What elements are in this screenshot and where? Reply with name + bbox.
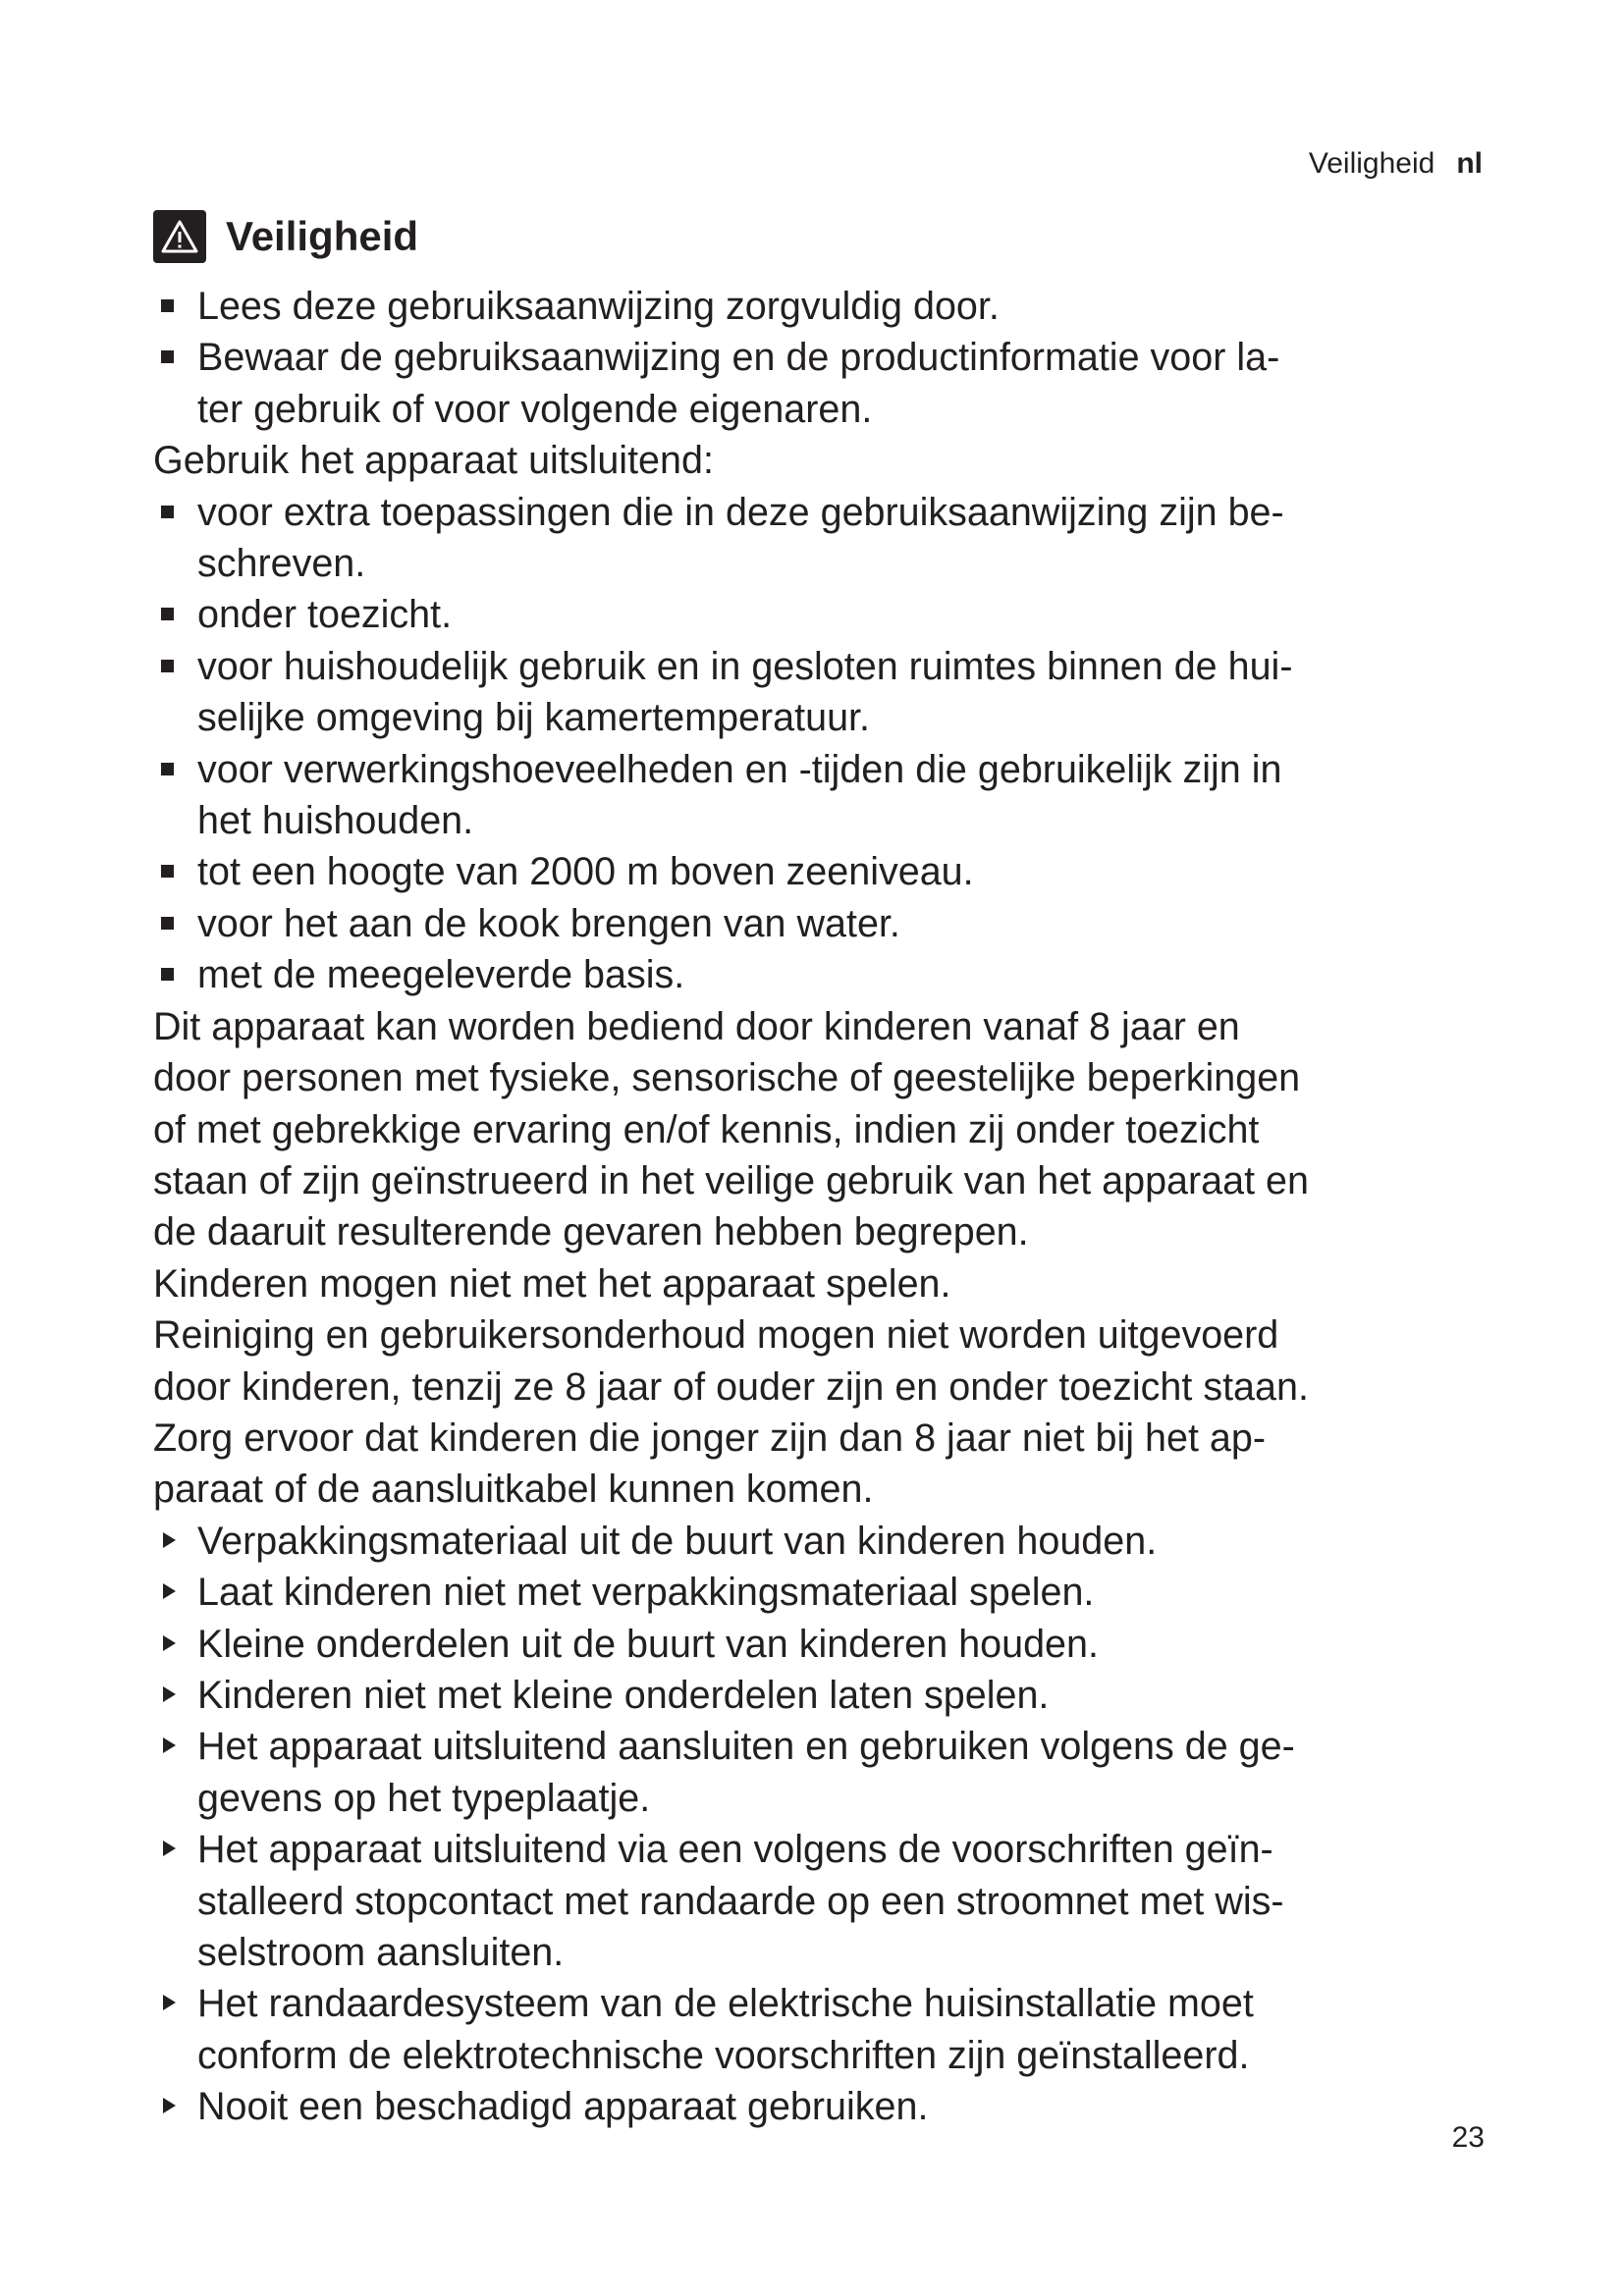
page-number: 23 bbox=[1451, 2121, 1485, 2154]
list-item-text: voor verwerkingshoeveelheden en -tijden die gebruikelijk zijn in het huishouden. bbox=[197, 747, 1282, 843]
list-item bbox=[153, 949, 1518, 1000]
usage-list bbox=[153, 487, 1518, 1001]
running-header bbox=[1309, 147, 1483, 181]
square-bullet-icon bbox=[161, 763, 174, 775]
square-bullet-icon bbox=[161, 506, 174, 518]
list-item-text: met de meegeleverde basis. bbox=[197, 953, 685, 997]
square-bullet-icon bbox=[161, 968, 174, 981]
list-item-text: Het apparaat uitsluitend via een volgens de voorschriften geïn- stalleerd stopcontact met randaarde op een stroomnet met wis- selstroom aansluiten. bbox=[197, 1828, 1284, 1974]
arrow-bullet-icon bbox=[163, 1737, 176, 1753]
list-item-text: Bewaar de gebruiksaanwijzing en de productinformatie voor la- ter gebruik of voor volgende eigenaren. bbox=[197, 336, 1280, 431]
list-item-text: Laat kinderen niet met verpakkingsmateriaal spelen. bbox=[197, 1571, 1095, 1615]
intro-list bbox=[153, 281, 1518, 435]
list-item bbox=[153, 1516, 1518, 1567]
instruction-list bbox=[153, 1516, 1518, 2133]
list-item bbox=[153, 487, 1518, 590]
list-item bbox=[153, 1978, 1518, 2081]
list-item-text: Kleine onderdelen uit de buurt van kinderen houden. bbox=[197, 1622, 1099, 1666]
page-title: Veiligheid bbox=[226, 212, 419, 259]
list-item bbox=[153, 846, 1518, 897]
list-item-text: Kinderen niet met kleine onderdelen laten spelen. bbox=[197, 1673, 1050, 1717]
header-language: nl bbox=[1456, 147, 1483, 180]
square-bullet-icon bbox=[161, 917, 174, 930]
warning-triangle-icon bbox=[153, 210, 206, 263]
list-item-text: Verpakkingsmateriaal uit de buurt van kinderen houden. bbox=[197, 1519, 1158, 1563]
list-item bbox=[153, 589, 1518, 640]
arrow-bullet-icon bbox=[163, 1841, 176, 1856]
arrow-bullet-icon bbox=[163, 1583, 176, 1599]
list-item bbox=[153, 1824, 1518, 1978]
list-item-text: tot een hoogte van 2000 m boven zeeniveau. bbox=[197, 850, 974, 894]
list-item-text: Het apparaat uitsluitend aansluiten en gebruiken volgens de ge- gevens op het typeplaatje. bbox=[197, 1725, 1295, 1820]
arrow-bullet-icon bbox=[163, 1995, 176, 2010]
list-item bbox=[153, 1721, 1518, 1824]
list-item bbox=[153, 2081, 1518, 2132]
list-item-text: voor het aan de kook brengen van water. bbox=[197, 901, 900, 945]
list-item-text: Nooit een beschadigd apparaat gebruiken. bbox=[197, 2085, 929, 2129]
arrow-bullet-icon bbox=[163, 2098, 176, 2113]
list-item-text: Het randaardesysteem van de elektrische huisinstallatie moet conform de elektrotechnische voorschriften zijn geïnstalleerd. bbox=[197, 1982, 1254, 2077]
paragraph: Dit apparaat kan worden bediend door kinderen vanaf 8 jaar en door personen met fysieke, sensorische of geestelijke beperkingen of met gebrekkige ervaring en/of kennis, indien zij onder toezicht staan of zijn geïnstrueerd in het veilige gebruik van het apparaat en de daaruit resulterende gevaren hebben begrepen. bbox=[153, 1004, 1309, 1255]
arrow-bullet-icon bbox=[163, 1532, 176, 1548]
header-section: Veiligheid bbox=[1308, 147, 1435, 180]
paragraph: Kinderen mogen niet met het apparaat spelen. bbox=[153, 1261, 951, 1306]
list-item-text: Lees deze gebruiksaanwijzing zorgvuldig door. bbox=[197, 285, 1000, 328]
page-content bbox=[153, 206, 1518, 2133]
list-item bbox=[153, 898, 1518, 949]
list-item-text: onder toezicht. bbox=[197, 593, 453, 637]
square-bullet-icon bbox=[161, 865, 174, 878]
list-item-text: voor extra toepassingen die in deze gebruiksaanwijzing zijn be- schreven. bbox=[197, 490, 1284, 586]
square-bullet-icon bbox=[161, 608, 174, 620]
square-bullet-icon bbox=[161, 299, 174, 312]
list-item bbox=[153, 641, 1518, 744]
list-item bbox=[153, 281, 1518, 332]
usage-heading: Gebruik het apparaat uitsluitend: bbox=[153, 439, 714, 483]
arrow-bullet-icon bbox=[163, 1635, 176, 1651]
square-bullet-icon bbox=[161, 660, 174, 672]
list-item-text: voor huishoudelijk gebruik en in gesloten ruimtes binnen de hui- selijke omgeving bij kamertemperatuur. bbox=[197, 644, 1293, 740]
list-item bbox=[153, 1567, 1518, 1618]
list-item bbox=[153, 332, 1518, 435]
list-item bbox=[153, 744, 1518, 847]
paragraph: Reiniging en gebruikersonderhoud mogen niet worden uitgevoerd door kinderen, tenzij ze 8 jaar of ouder zijn en onder toezicht staan. Zorg ervoor dat kinderen die jonger zijn dan 8 jaar niet bij het ap- paraat of de aansluitkabel kunnen komen. bbox=[153, 1313, 1309, 1512]
square-bullet-icon bbox=[161, 350, 174, 363]
arrow-bullet-icon bbox=[163, 1686, 176, 1702]
list-item bbox=[153, 1619, 1518, 1670]
section-heading bbox=[153, 206, 1518, 267]
list-item bbox=[153, 1670, 1518, 1721]
